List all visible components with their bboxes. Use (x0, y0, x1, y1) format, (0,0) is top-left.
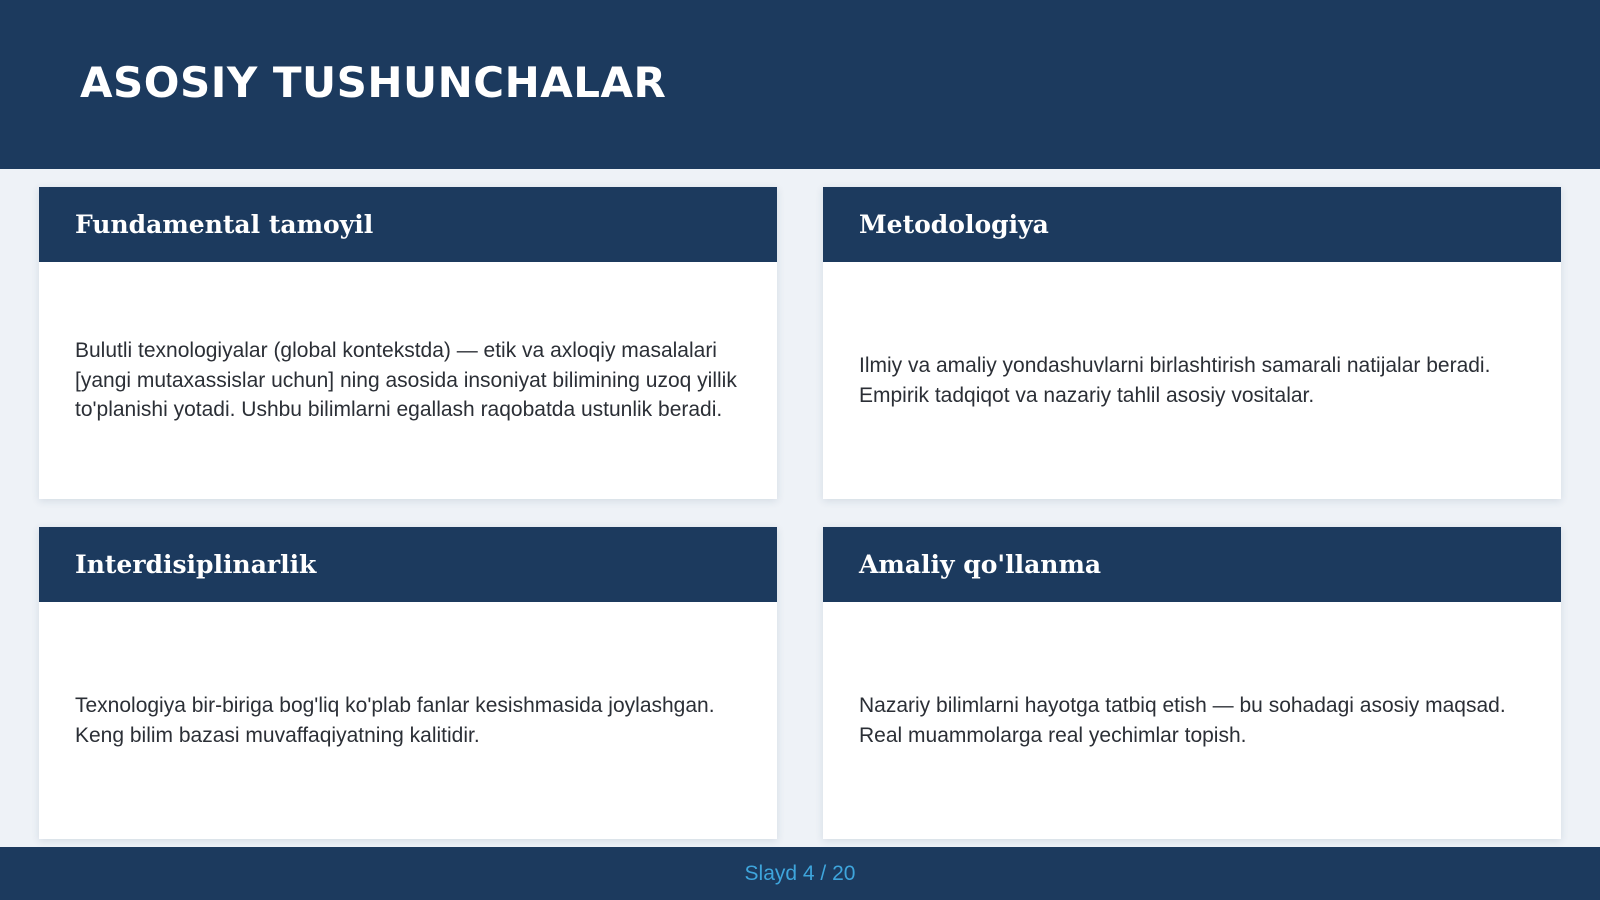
card-text: Ilmiy va amaliy yondashuvlarni birlashtirish samarali natijalar beradi. Empirik tadqiqot va nazariy tahlil asosiy vositalar. (859, 354, 1491, 407)
slide-header (0, 0, 1600, 169)
card-methodology (823, 187, 1561, 499)
card-title: Metodologiya (859, 210, 1049, 239)
slide-footer (0, 847, 1600, 900)
card-practical-guide (823, 527, 1561, 839)
card-fundamental-principle (39, 187, 777, 499)
card-body (823, 262, 1561, 499)
card-text: Texnologiya bir-biriga bog'liq ko'plab fanlar kesishmasida joylashgan. Keng bilim bazasi muvaffaqiyatning kalitidir. (75, 694, 715, 747)
card-body (823, 602, 1561, 839)
card-title: Interdisiplinarlik (75, 550, 317, 579)
card-header (823, 527, 1561, 602)
card-header (39, 527, 777, 602)
slide-title: ASOSIY TUSHUNCHALAR (80, 58, 667, 107)
card-interdisciplinarity (39, 527, 777, 839)
card-text: Nazariy bilimlarni hayotga tatbiq etish — bu sohadagi asosiy maqsad. Real muammolarga real yechimlar topish. (859, 694, 1506, 747)
card-body (39, 262, 777, 499)
slide-counter: Slayd 4 / 20 (744, 861, 856, 885)
card-body (39, 602, 777, 839)
card-title: Fundamental tamoyil (75, 210, 374, 239)
card-text: Bulutli texnologiyalar (global kontekstda) — etik va axloqiy masalalari [yangi mutaxassislar uchun] ning asosida insoniyat bilimining uzoq yillik to'planishi yotadi. Ushbu bilimlarni egallash raqobatda ustunlik beradi. (75, 339, 737, 422)
card-title: Amaliy qo'llanma (859, 550, 1102, 579)
card-header (823, 187, 1561, 262)
card-header (39, 187, 777, 262)
